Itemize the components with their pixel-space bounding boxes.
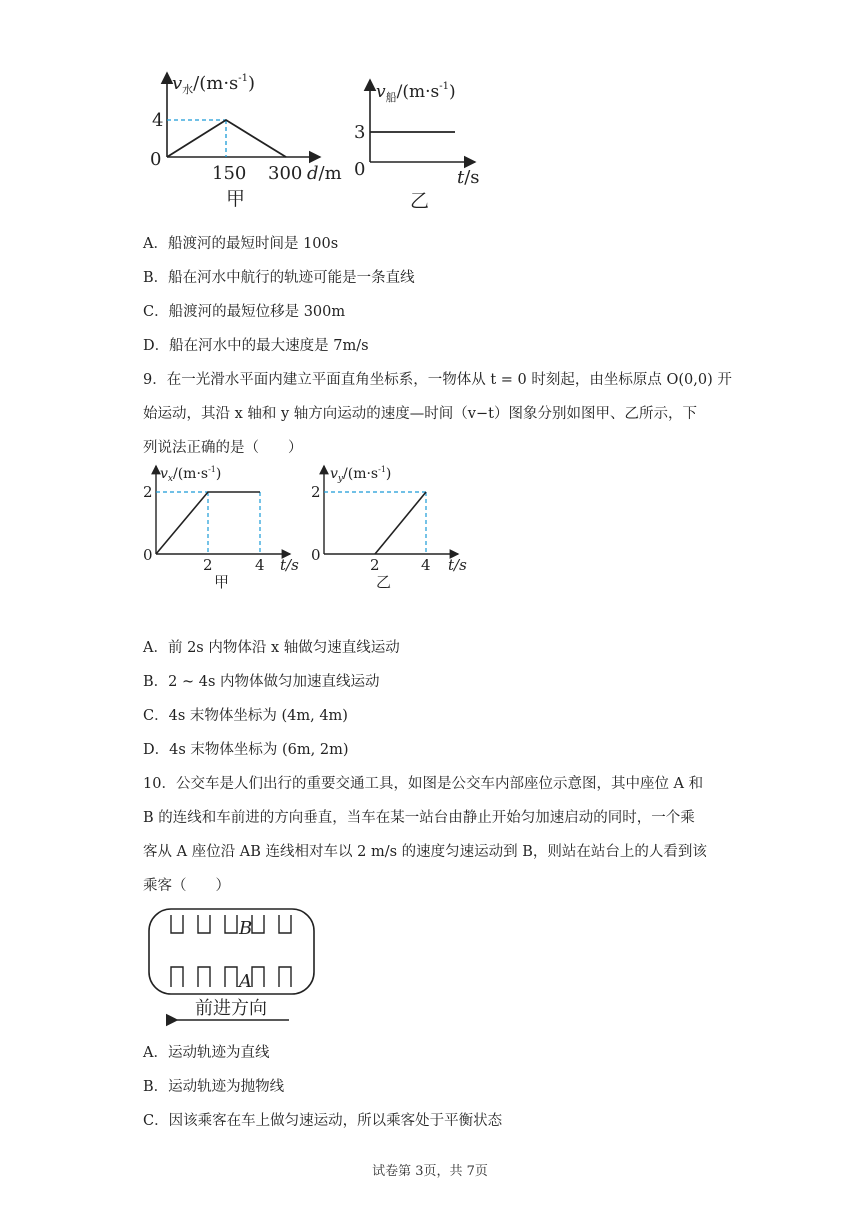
origin-label: 0 <box>311 546 321 564</box>
figure-vy-t <box>298 460 473 595</box>
y-axis-label: $v_船/(m\cdot s^{-1})$ <box>376 81 456 104</box>
q9-stem-line-3: 列说法正确的是（ ） <box>143 440 303 456</box>
q9-stem-line-2: 始运动，其沿 x 轴和 y 轴方向运动的速度—时间（v−t）图象分别如图甲、乙所示，下 <box>143 406 697 422</box>
figure-caption: 乙 <box>410 190 430 212</box>
y-tick-label: 2 <box>143 483 153 501</box>
figure-boat-speed <box>350 75 500 215</box>
q10-option-c: C．因该乘客在车上做匀速运动，所以乘客处于平衡状态 <box>143 1113 503 1129</box>
q10-option-b: B．运动轨迹为抛物线 <box>143 1079 285 1095</box>
page-footer: 试卷第 3页，共 7页 <box>372 1164 488 1179</box>
seat-b-label: B <box>239 918 253 939</box>
direction-label: 前进方向 <box>195 998 267 1019</box>
figure-caption: 甲 <box>214 573 230 591</box>
x-tick-label-4: 4 <box>255 556 265 574</box>
q10-option-a: A．运动轨迹为直线 <box>143 1045 270 1061</box>
q8-option-a: A．船渡河的最短时间是 100s <box>143 236 339 252</box>
x-tick-label-300: 300 <box>268 163 303 184</box>
y-tick-label: 4 <box>152 110 164 131</box>
bottom-seats <box>171 967 291 987</box>
q8-option-b: B．船在河水中航行的轨迹可能是一条直线 <box>143 270 415 286</box>
q9-option-d: D．4s 末物体坐标为 (6m, 2m) <box>143 742 349 758</box>
x-tick-label-4: 4 <box>421 556 431 574</box>
figure-bus-seats <box>143 903 323 1028</box>
x-axis-label: d/m <box>307 163 342 184</box>
q9-option-a: A．前 2s 内物体沿 x 轴做匀速直线运动 <box>143 640 400 656</box>
top-seats <box>171 915 291 933</box>
figure-caption: 甲 <box>226 188 246 210</box>
y-axis-label: $v_水/(m\cdot s^{-1})$ <box>172 73 256 96</box>
origin-label: 0 <box>354 159 366 180</box>
q9-option-c: C．4s 末物体坐标为 (4m, 4m) <box>143 708 348 724</box>
q10-stem-line-3: 客从 A 座位沿 AB 连线相对车以 2 m/s 的速度匀速运动到 B，则站在站台上的人看到该 <box>143 844 707 860</box>
y-tick-label: 3 <box>354 122 366 143</box>
x-axis-label: t/s <box>280 556 299 574</box>
origin-label: 0 <box>150 149 162 170</box>
q8-option-c: C．船渡河的最短位移是 300m <box>143 304 346 320</box>
q9-option-b: B．2 ~ 4s 内物体做匀加速直线运动 <box>143 674 380 690</box>
origin-label: 0 <box>143 546 153 564</box>
y-tick-label: 2 <box>311 483 321 501</box>
figure-water-speed <box>140 65 360 215</box>
figure-caption: 乙 <box>376 573 392 591</box>
seat-a-label: A <box>239 971 252 992</box>
x-tick-label-2: 2 <box>370 556 380 574</box>
q8-option-d: D．船在河水中的最大速度是 7m/s <box>143 338 369 354</box>
vy-line <box>375 492 426 554</box>
y-axis-label: $v_y/(m\cdot s^{-1})$ <box>330 465 392 484</box>
x-tick-label-150: 150 <box>212 163 247 184</box>
figure-vx-t <box>140 460 310 595</box>
bus-outline <box>149 909 314 994</box>
y-axis-label: $v_x/(m\cdot s^{-1})$ <box>160 465 222 484</box>
x-tick-label-2: 2 <box>203 556 213 574</box>
q10-stem-line-4: 乘客（ ） <box>143 878 230 894</box>
q10-stem-line-2: B 的连线和车前进的方向垂直，当车在某一站台由静止开始匀加速启动的同时，一个乘 <box>143 810 695 826</box>
x-axis-label: t/s <box>457 167 480 188</box>
x-axis-label: t/s <box>448 556 467 574</box>
q10-stem-line-1: 10．公交车是人们出行的重要交通工具，如图是公交车内部座位示意图，其中座位 A 和 <box>143 776 704 792</box>
q9-stem-line-1: 9．在一光滑水平面内建立平面直角坐标系，一物体从 t = 0 时刻起，由坐标原点 O(0,0) 开 <box>143 372 732 388</box>
